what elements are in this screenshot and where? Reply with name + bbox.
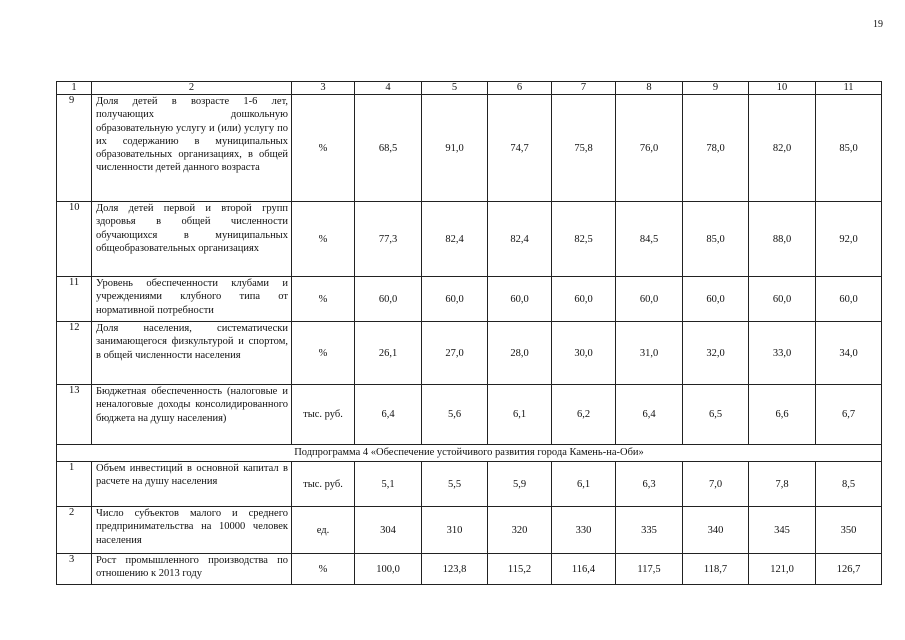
table-row [57,385,882,445]
unit: % [292,277,355,322]
value: 5,6 [422,385,488,445]
value: 310 [422,507,488,554]
subprogram-title: Подпрограмма 4 «Обеспечение устойчивого развития города Камень-на-Оби» [57,445,882,462]
value: 60,0 [422,277,488,322]
header-cell: 10 [749,82,816,95]
row-number: 11 [57,277,92,322]
value: 304 [355,507,422,554]
value: 60,0 [552,277,616,322]
value: 340 [683,507,749,554]
row-number: 1 [57,462,92,507]
unit: ед. [292,507,355,554]
value: 6,1 [552,462,616,507]
value: 82,0 [749,95,816,202]
value: 85,0 [816,95,882,202]
value: 74,7 [488,95,552,202]
value: 6,6 [749,385,816,445]
value: 32,0 [683,322,749,385]
value: 34,0 [816,322,882,385]
value: 6,4 [616,385,683,445]
value: 350 [816,507,882,554]
value: 60,0 [749,277,816,322]
value: 88,0 [749,202,816,277]
table-row [57,322,882,385]
value: 123,8 [422,554,488,585]
value: 91,0 [422,95,488,202]
value: 84,5 [616,202,683,277]
table-row [57,462,882,507]
unit: % [292,554,355,585]
value: 60,0 [683,277,749,322]
value: 60,0 [355,277,422,322]
page-number: 19 [873,19,883,30]
row-number: 10 [57,202,92,277]
value: 75,8 [552,95,616,202]
value: 126,7 [816,554,882,585]
value: 26,1 [355,322,422,385]
value: 27,0 [422,322,488,385]
value: 82,5 [552,202,616,277]
value: 82,4 [422,202,488,277]
row-number: 13 [57,385,92,445]
value: 118,7 [683,554,749,585]
value: 5,1 [355,462,422,507]
indicator-name: Уровень обеспеченности клубами и учреждениями клубного типа от нормативной потребности [92,277,292,322]
value: 121,0 [749,554,816,585]
header-cell: 2 [92,82,292,95]
value: 100,0 [355,554,422,585]
table-row [57,507,882,554]
row-number: 12 [57,322,92,385]
value: 76,0 [616,95,683,202]
value: 82,4 [488,202,552,277]
value: 6,5 [683,385,749,445]
unit: % [292,202,355,277]
value: 6,4 [355,385,422,445]
header-cell: 5 [422,82,488,95]
value: 5,9 [488,462,552,507]
indicators-table [56,81,882,585]
value: 33,0 [749,322,816,385]
indicator-name: Доля населения, систематически занимающегося физкультурой и спортом, в общей численности населения [92,322,292,385]
unit: % [292,322,355,385]
value: 77,3 [355,202,422,277]
indicator-name: Доля детей в возрасте 1-6 лет, получающих дошкольную образовательную услугу и (или) услугу по их содержанию в муниципальных образовательных организациях, в общей численности детей данного возраста [92,95,292,202]
header-cell: 6 [488,82,552,95]
value: 116,4 [552,554,616,585]
value: 60,0 [488,277,552,322]
value: 60,0 [616,277,683,322]
value: 6,3 [616,462,683,507]
value: 8,5 [816,462,882,507]
header-cell: 11 [816,82,882,95]
row-number: 3 [57,554,92,585]
indicator-name: Объем инвестиций в основной капитал в расчете на душу населения [92,462,292,507]
indicator-name: Число субъектов малого и среднего предпринимательства на 10000 человек населения [92,507,292,554]
value: 85,0 [683,202,749,277]
value: 28,0 [488,322,552,385]
header-row [57,82,882,95]
value: 7,0 [683,462,749,507]
value: 320 [488,507,552,554]
indicator-name: Рост промышленного производства по отношению к 2013 году [92,554,292,585]
value: 345 [749,507,816,554]
value: 31,0 [616,322,683,385]
unit: тыс. руб. [292,462,355,507]
value: 330 [552,507,616,554]
value: 78,0 [683,95,749,202]
value: 335 [616,507,683,554]
value: 7,8 [749,462,816,507]
row-number: 9 [57,95,92,202]
value: 115,2 [488,554,552,585]
value: 6,2 [552,385,616,445]
row-number: 2 [57,507,92,554]
table-row [57,277,882,322]
table-row [57,95,882,202]
header-cell: 8 [616,82,683,95]
value: 5,5 [422,462,488,507]
value: 117,5 [616,554,683,585]
header-cell: 1 [57,82,92,95]
subprogram-row [57,445,882,462]
indicator-name: Бюджетная обеспеченность (налоговые и неналоговые доходы консолидированного бюджета на душу населения) [92,385,292,445]
header-cell: 4 [355,82,422,95]
value: 30,0 [552,322,616,385]
value: 6,7 [816,385,882,445]
indicator-name: Доля детей первой и второй групп здоровья в общей численности обучающихся в муниципальных общеобразовательных организациях [92,202,292,277]
table-row [57,202,882,277]
header-cell: 7 [552,82,616,95]
unit: тыс. руб. [292,385,355,445]
header-cell: 3 [292,82,355,95]
value: 68,5 [355,95,422,202]
value: 60,0 [816,277,882,322]
header-cell: 9 [683,82,749,95]
unit: % [292,95,355,202]
value: 92,0 [816,202,882,277]
value: 6,1 [488,385,552,445]
table-row [57,554,882,585]
